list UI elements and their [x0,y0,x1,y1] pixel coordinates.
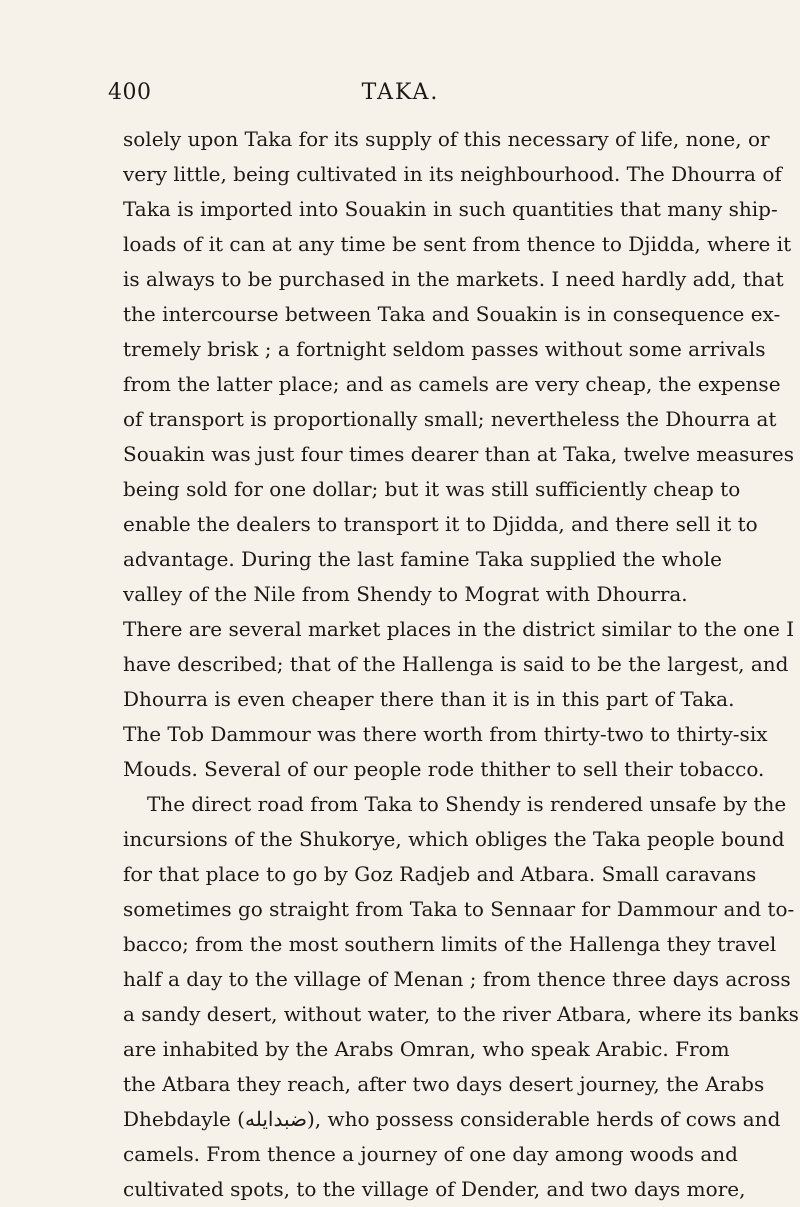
text-line: have described; that of the Hallenga is said to be the largest, and [123,652,789,676]
page-header [108,80,693,110]
text-line: The direct road from Taka to Shendy is rendered unsafe by the [147,792,787,816]
text-line: bacco; from the most southern limits of the Hallenga they travel [123,932,777,956]
text-line: the intercourse between Taka and Souakin is in consequence ex- [123,302,781,326]
text-line: are inhabited by the Arabs Omran, who speak Arabic. From [123,1037,730,1061]
text-line: incursions of the Shukorye, which obliges the Taka people bound [123,827,785,851]
text-line: Mouds. Several of our people rode thither to sell their tobacco. [123,757,765,781]
text-line: tremely brisk ; a fortnight seldom passes without some arrivals [123,337,766,361]
body-text [123,122,799,1207]
text-line: There are several market places in the district similar to the one I [123,617,795,641]
text-line: Taka is imported into Souakin in such quantities that many ship- [123,197,778,221]
text-line: sometimes go straight from Taka to Sennaar for Dammour and to- [123,897,795,921]
text-line: cultivated spots, to the village of Dender, and two days more, [123,1177,746,1201]
text-line: the Atbara they reach, after two days desert journey, the Arabs [123,1072,765,1096]
text-line: valley of the Nile from Shendy to Mograt with Dhourra. [123,582,688,606]
text-line: The Tob Dammour was there worth from thirty-two to thirty-six [123,722,768,746]
running-head: TAKA. [361,80,440,105]
text-line: Souakin was just four times dearer than at Taka, twelve measures [123,442,794,466]
text-line: very little, being cultivated in its neighbourhood. The Dhourra of [123,162,782,186]
text-line: loads of it can at any time be sent from thence to Djidda, where it [123,232,792,256]
text-line: enable the dealers to transport it to Djidda, and there sell it to [123,512,758,536]
text-line: advantage. During the last famine Taka supplied the whole [123,547,722,571]
text-line: from the latter place; and as camels are very cheap, the expense [123,372,781,396]
text-line: half a day to the village of Menan ; from thence three days across [123,967,791,991]
text-line: Dhourra is even cheaper there than it is in this part of Taka. [123,687,735,711]
text-line: of transport is proportionally small; nevertheless the Dhourra at [123,407,777,431]
page-number: 400 [108,80,152,105]
text-line: a sandy desert, without water, to the river Atbara, where its banks [123,1002,799,1026]
text-line: camels. From thence a journey of one day among woods and [123,1142,738,1166]
text-line: solely upon Taka for its supply of this necessary of life, none, or [123,127,770,151]
text-line: for that place to go by Goz Radjeb and Atbara. Small caravans [123,862,757,886]
text-line: Dhebdayle (ضبدايله), who possess considerable herds of cows and [123,1107,781,1131]
text-line: being sold for one dollar; but it was still sufficiently cheap to [123,477,741,501]
text-line: is always to be purchased in the markets. I need hardly add, that [123,267,784,291]
